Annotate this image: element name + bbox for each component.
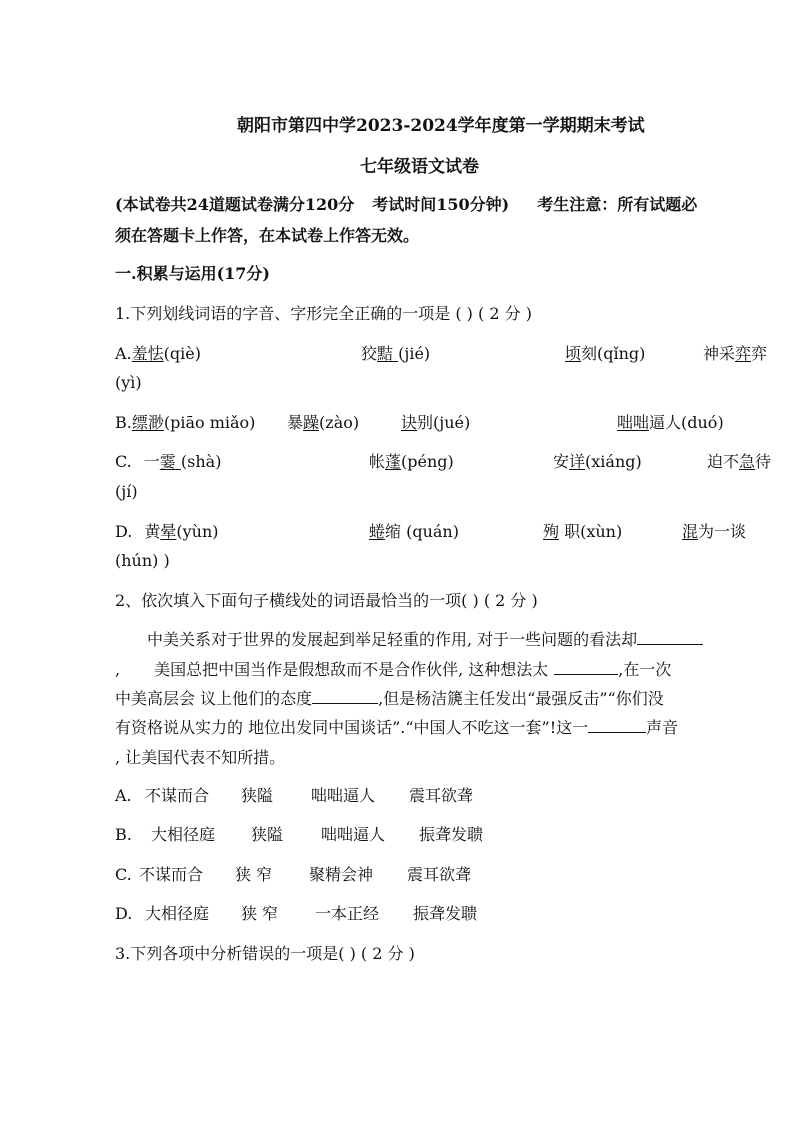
underlined-text: 弈 (735, 344, 752, 363)
word-text: 弈 (751, 344, 768, 363)
option-word: 咄咄逼人 (321, 825, 386, 844)
q2-passage-line-3 (115, 689, 664, 709)
underlined-text: 躁 (303, 413, 320, 432)
exam-title: 朝阳市第四中学2023-2024学年度第一学期期末考试 (237, 116, 645, 136)
q1-option-d-word-3 (543, 522, 622, 542)
option-word: 聚精会神 (309, 865, 374, 884)
option-word: 狭隘 (241, 786, 274, 805)
pinyin: 为一谈 (698, 522, 747, 541)
underlined-text: 急 (739, 452, 756, 471)
q1-option-b-word-1 (115, 413, 255, 433)
word-text: 暴 (287, 413, 304, 432)
notice-total: (本试卷共24道题试卷满分120分 (115, 195, 355, 214)
option-word: 狭 窄 (235, 865, 273, 884)
q1-option-d-word-2 (369, 522, 459, 542)
pinyin: (shà) (180, 452, 222, 471)
pinyin: (zào) (319, 413, 360, 432)
underlined-text: 咄咄 (617, 413, 650, 432)
notice-time: 考试时间150分钟) (372, 195, 510, 214)
underlined-text: 蓬 (385, 452, 402, 471)
q1-option-c-wrap: (jí) (115, 482, 138, 501)
q2-option-a (115, 786, 473, 806)
option-label: A. (115, 344, 132, 363)
option-label: C. (115, 452, 132, 471)
q2-passage-line-4 (115, 718, 678, 738)
pinyin: 别(jué) (417, 413, 471, 432)
option-label: C. (115, 865, 132, 884)
pinyin: 缩 (quán) (385, 522, 459, 541)
option-label: A. (115, 786, 132, 805)
q2-option-d (115, 904, 477, 924)
answer-blank-3 (312, 689, 378, 704)
underlined-text: 晕 (160, 522, 177, 541)
option-label: D. (115, 904, 133, 923)
word-text: 迫不 (707, 452, 740, 471)
pinyin: (xiáng) (585, 452, 642, 471)
word-text: 帐 (369, 452, 386, 471)
q1-option-a-wrap: (yì) (115, 373, 142, 392)
passage-text: , (115, 660, 121, 679)
option-word: 不谋而合 (139, 865, 204, 884)
q1-option-a-word-1 (115, 344, 201, 364)
option-label: B. (115, 825, 132, 844)
underlined-text: 霎 (159, 452, 176, 471)
passage-text: 中美高层会 议上他们的态度 (115, 689, 313, 708)
option-label: D. (115, 522, 133, 541)
word-text: 神采 (703, 344, 736, 363)
pinyin: (péng) (401, 452, 454, 471)
option-label: B. (115, 413, 132, 432)
answer-blank-1 (637, 630, 703, 645)
option-word: 震耳欲聋 (409, 786, 474, 805)
q1-option-c-word-4 (707, 452, 771, 472)
exam-notice-line-1 (115, 195, 697, 215)
question-1-stem: 1.下列划线词语的字音、字形完全正确的一项是 ( ) ( 2 分 ) (115, 304, 532, 323)
q1-option-c-word-3 (553, 452, 642, 472)
passage-text: 中美关系对于世界的发展起到举足轻重的作用, 对于一些问题的看法却 (147, 630, 638, 649)
q1-option-c-word-1 (115, 452, 221, 472)
underlined-text: 缥渺 (131, 413, 164, 432)
answer-blank-2 (554, 660, 618, 675)
exam-notice-line-2: 须在答题卡上作答，在本试卷上作答无效。 (115, 226, 420, 245)
q1-option-b-word-2 (287, 413, 359, 433)
q1-option-b-word-4 (617, 413, 724, 433)
passage-text: 美国总把中国当作是假想敌而不是合作伙伴, 这种想法太 (154, 660, 549, 679)
option-word: 大相径庭 (145, 904, 210, 923)
q1-option-a-word-3 (565, 344, 645, 364)
option-word: 震耳欲聋 (407, 865, 472, 884)
q1-option-d-word-4 (682, 522, 746, 542)
passage-text: ,在一次 (618, 660, 672, 679)
notice-attention: 考生注意：所有试题必 (537, 195, 698, 214)
q1-option-b-word-3 (401, 413, 470, 433)
word-text: 一 (143, 452, 160, 471)
option-word: 振聋发聩 (413, 904, 478, 923)
underlined-text: 顷 (565, 344, 582, 363)
underlined-text: 混 (682, 522, 699, 541)
option-word: 振聋发聩 (419, 825, 484, 844)
underlined-text: 诀 (401, 413, 418, 432)
option-word: 狭隘 (251, 825, 284, 844)
q2-passage-line-2 (115, 660, 671, 680)
passage-text: 有资格说从实力的 地位出发同中国谈话”.“中国人不吃这一套”!这一 (115, 718, 589, 737)
underlined-text: 蜷 (369, 522, 386, 541)
passage-text: 声音 (646, 718, 679, 737)
exam-subtitle: 七年级语文试卷 (360, 157, 479, 177)
underlined-text: 黠 (377, 344, 394, 363)
pinyin: 职(xùn) (559, 522, 623, 541)
question-2-stem: 2、依次填入下面句子横线处的词语最恰当的一项( ) ( 2 分 ) (115, 591, 538, 610)
word-text: 黄 (144, 522, 161, 541)
pinyin: (qiè) (163, 344, 201, 363)
q2-passage-line-1 (147, 630, 703, 650)
q1-option-a-word-2 (361, 344, 430, 364)
pinyin: (jié) (398, 344, 431, 363)
q1-option-a-word-4 (703, 344, 767, 364)
answer-blank-4 (588, 718, 646, 733)
word-text: 待 (755, 452, 772, 471)
q1-option-c-word-2 (369, 452, 454, 472)
section-heading: 一.积累与运用(17分) (115, 264, 270, 283)
underlined-text: 殉 (543, 522, 560, 541)
option-word: 大相径庭 (151, 825, 216, 844)
word-text: 狡 (361, 344, 378, 363)
pinyin: 逼人(duó) (649, 413, 724, 432)
underlined-text: 详 (569, 452, 586, 471)
pinyin: (piāo miǎo) (163, 413, 256, 432)
q1-option-d-word-1 (115, 522, 219, 542)
word-text: 安 (553, 452, 570, 471)
passage-text: ,但是杨洁篪主任发出“最强反击”“你们没 (378, 689, 664, 708)
q2-option-c (115, 865, 471, 885)
pinyin: (yùn) (176, 522, 219, 541)
option-word: 咄咄逼人 (311, 786, 376, 805)
q2-passage-line-5: , 让美国代表不知所措。 (115, 748, 286, 767)
option-word: 一本正经 (315, 904, 380, 923)
underlined-text: 羞怯 (131, 344, 164, 363)
option-word: 不谋而合 (145, 786, 210, 805)
option-word: 狭 窄 (241, 904, 279, 923)
pinyin: 刻(qǐng) (581, 344, 646, 363)
q2-option-b (115, 825, 483, 845)
question-3-stem: 3.下列各项中分析错误的一项是( ) ( 2 分 ) (115, 944, 415, 963)
q1-option-d-wrap: (hún) ) (115, 551, 170, 570)
